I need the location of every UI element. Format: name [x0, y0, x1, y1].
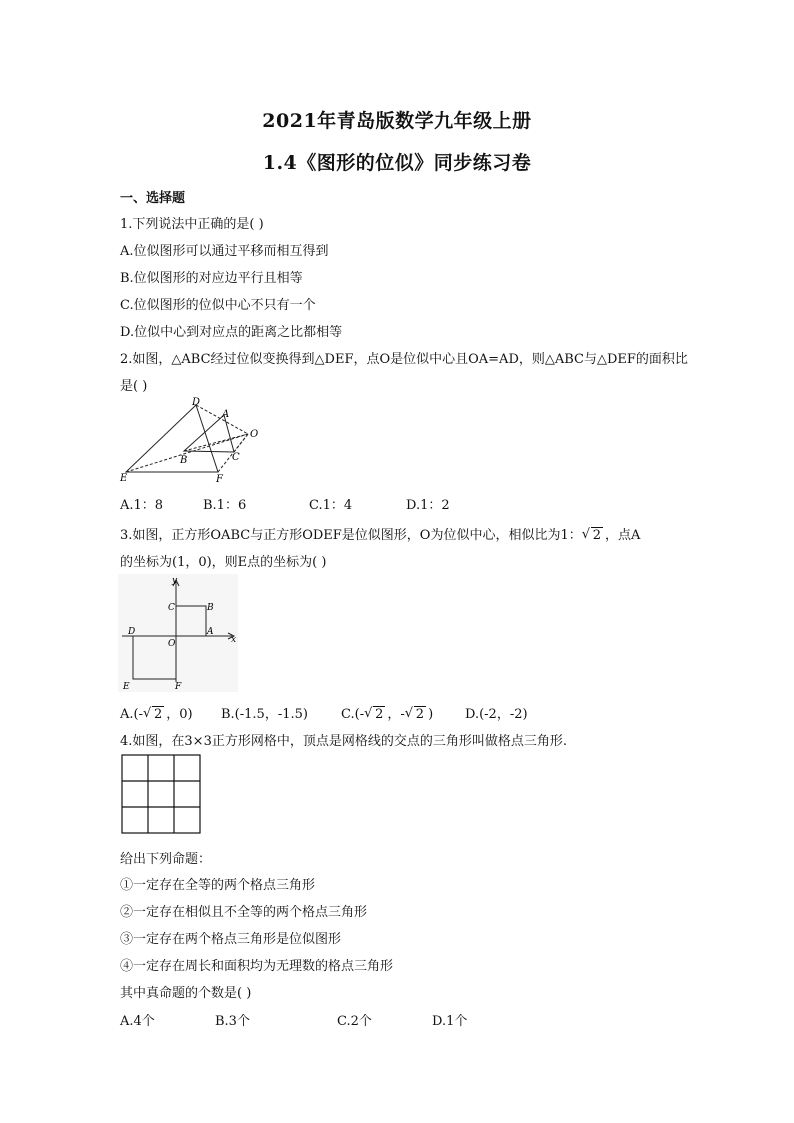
- q3-option-b: B.(-1.5，-1.5): [221, 707, 308, 722]
- q3-option-d: D.(-2，-2): [465, 707, 528, 722]
- q3-label-o: O: [168, 639, 176, 649]
- q3-label-a: A: [207, 627, 214, 637]
- q2-option-d: D.1：2: [406, 498, 450, 513]
- q4-grid-figure: [121, 754, 203, 836]
- q2-label-d: D: [192, 397, 201, 408]
- q1-option-c: C.位似图形的位似中心不只有一个: [120, 298, 316, 313]
- q2-stem-line1: 2.如图，△ABC经过位似变换得到△DEF，点O是位似中心且OA=AD，则△ABC与△DEF的面积比: [120, 352, 688, 367]
- q3-stem-line2: 的坐标为(1，0)，则E点的坐标为( ): [120, 555, 327, 570]
- q3-label-b: B: [207, 603, 214, 613]
- q3-label-y: y: [172, 576, 178, 586]
- q2-label-b: B: [180, 455, 188, 466]
- q4-statement-2: ②一定存在相似且不全等的两个格点三角形: [120, 905, 368, 920]
- q2-figure: [118, 395, 268, 485]
- q3-option-a: A.(-√ 2 ，0): [120, 703, 193, 722]
- q1-option-d: D.位似中心到对应点的距离之比都相等: [120, 325, 343, 340]
- q1-stem: 1.下列说法中正确的是( ): [120, 217, 264, 232]
- q2-label-e: E: [120, 473, 128, 484]
- q3-stem-part1: 3.如图，正方形OABC与正方形ODEF是位似图形，O为位似中心，相似比为1：: [120, 528, 582, 543]
- q3-label-c: C: [168, 603, 175, 613]
- q3-label-f: F: [175, 682, 182, 692]
- q2-option-a: A.1：8: [120, 498, 164, 513]
- q3-sqrt: √ 2: [582, 528, 603, 543]
- document-subtitle: 1.4《图形的位似》同步练习卷: [262, 152, 532, 174]
- q2-label-c: C: [232, 452, 240, 463]
- q3-label-d: D: [128, 627, 136, 637]
- q2-label-o: O: [250, 429, 259, 440]
- q4-intro: 给出下列命题：: [120, 852, 212, 867]
- section-heading: 一、选择题: [120, 191, 186, 206]
- q4-option-d: D.1个: [432, 1014, 468, 1029]
- q4-statement-4: ④一定存在周长和面积均为无理数的格点三角形: [120, 959, 394, 974]
- q3-stem-part2: ，点A: [605, 528, 641, 543]
- q2-label-f: F: [216, 474, 223, 485]
- q3-label-e: E: [123, 682, 130, 692]
- q2-stem-line2: 是( ): [120, 379, 148, 394]
- q4-stem: 4.如图，在3×3正方形网格中，顶点是网格线的交点的三角形叫做格点三角形.: [120, 734, 567, 749]
- q1-option-b: B.位似图形的对应边平行且相等: [120, 271, 303, 286]
- q3-label-x: x: [231, 635, 237, 645]
- q2-option-c: C.1：4: [309, 498, 353, 513]
- q4-option-c: C.2个: [337, 1014, 372, 1029]
- q2-option-b: B.1：6: [203, 498, 247, 513]
- q4-statement-3: ③一定存在两个格点三角形是位似图形: [120, 932, 342, 947]
- q3-option-c: C.(-√ 2 ，-√ 2 ): [341, 703, 433, 722]
- document-title: 2021年青岛版数学九年级上册: [262, 110, 532, 132]
- q4-question: 其中真命题的个数是( ): [120, 986, 252, 1001]
- q3-figure: [118, 574, 238, 692]
- q3-stem-line1: [120, 524, 640, 543]
- q1-option-a: A.位似图形可以通过平移而相互得到: [120, 244, 329, 259]
- q4-statement-1: ①一定存在全等的两个格点三角形: [120, 878, 316, 893]
- q2-label-a: A: [222, 409, 230, 420]
- q4-option-a: A.4个: [120, 1014, 155, 1029]
- q4-option-b: B.3个: [215, 1014, 250, 1029]
